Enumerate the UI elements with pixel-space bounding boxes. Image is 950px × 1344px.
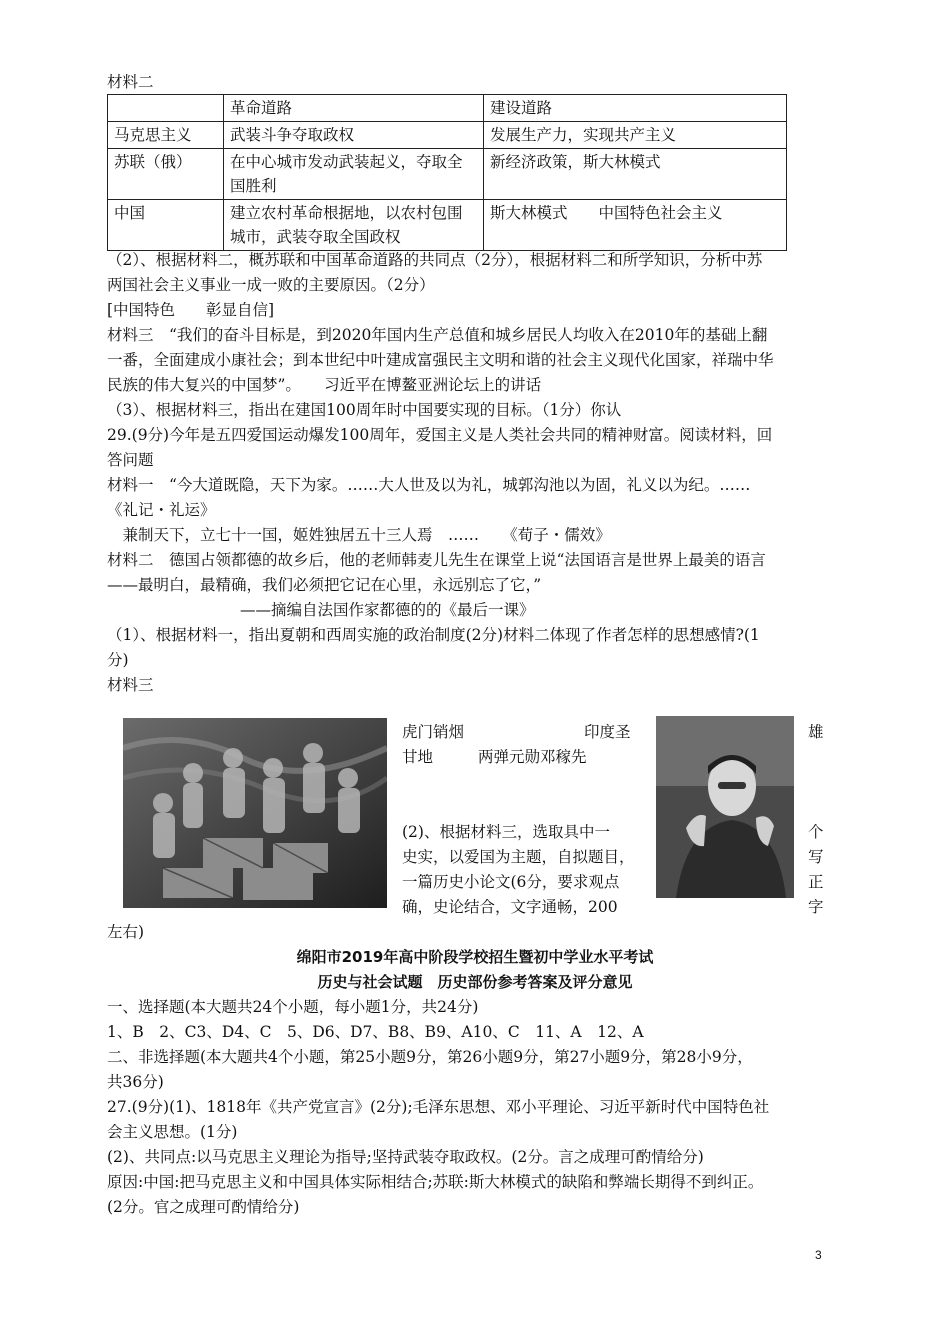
question-29-text: 答问题	[107, 451, 154, 469]
image-caption-text: 两弹元勋邓稼先	[478, 748, 587, 766]
material-2-text: ——最明白，最精确，我们必须把它记在心里，永远别忘了它，”	[107, 576, 542, 594]
answer-title: 绵阳市2019年高中阶段学校招生暨初中学业水平考试	[296, 948, 654, 966]
table-row	[108, 149, 787, 200]
answer-section-heading: 共36分)	[107, 1073, 164, 1091]
question-2-prompt: 字	[808, 898, 824, 916]
question-2-text: 两国社会主义事业一成一败的主要原因。（2分）	[107, 276, 435, 294]
table-cell: 斯大林模式 中国特色社会主义	[484, 200, 787, 251]
material-2-text: 材料二 德国占领都德的故乡后，他的老师韩麦儿先生在课堂上说“法国语言是世界上最美的语言	[107, 551, 766, 569]
material-3-text: 民族的伟大复兴的中国梦”。 习近平在博鳌亚洲论坛上的讲话	[107, 376, 542, 394]
answer-subtitle: 历史与社会试题 历史部份参考答案及评分意见	[317, 973, 633, 991]
comparison-table	[107, 94, 787, 251]
question-2-prompt: (2)、根据材料三，选取具中一	[402, 823, 610, 841]
material-1-text: 材料一 “今大道既隐，天下为家。……大人世及以为礼，城郭沟池以为固，礼义以为纪。……	[107, 476, 751, 494]
table-cell: 武装斗争夺取政权	[224, 122, 484, 149]
table-cell: 中国	[108, 200, 224, 251]
material-1-text: 兼制天下，立七十一国，姬姓独居五十三人焉 …… 《荀子・儒效》	[107, 526, 611, 544]
question-1-text: （1）、根据材料一，指出夏朝和西周实施的政治制度(2分)材料二体现了作者怎样的思想感情?(1	[107, 626, 760, 644]
answer-27-text: (2)、共同点:以马克思主义理论为指导;坚持武装夺取政权。(2分。言之成理可酌情给分)	[107, 1148, 704, 1166]
table-header-cell: 革命道路	[224, 95, 484, 122]
table-row	[108, 200, 787, 251]
question-2-prompt: 个	[808, 823, 824, 841]
table-header-row	[108, 95, 787, 122]
question-2-prompt: 一篇历史小论文(6分，要求观点	[402, 873, 620, 891]
question-2-prompt: 正	[808, 873, 824, 891]
question-29-text: 29.(9分)今年是五四爱国运动爆发100周年，爱国主义是人类社会共同的精神财富。阅读材料，回	[107, 426, 773, 444]
table-cell: 发展生产力，实现共产主义	[484, 122, 787, 149]
material-2-label: 材料二	[107, 73, 154, 91]
answer-27-text: (2分。官之成理可酌情给分)	[107, 1198, 300, 1216]
table-row	[108, 122, 787, 149]
material-1-text: 《礼记・礼运》	[107, 501, 216, 519]
question-3-text: （3）、根据材料三，指出在建国100周年时中国要实现的目标。（1分）你认	[107, 401, 622, 419]
table-cell: 新经济政策，斯大林模式	[484, 149, 787, 200]
page-number: 3	[815, 1248, 822, 1262]
deng-jiaxian-portrait	[656, 716, 794, 898]
image-caption-text: 甘地	[402, 748, 434, 766]
answer-section-heading: 一、选择题(本大题共24个小题，每小题1分，共24分)	[107, 998, 479, 1016]
table-cell: 建立农村革命根据地，以农村包围城市，武装夺取全国政权	[224, 200, 484, 251]
image-caption-text: 虎门销烟	[402, 723, 465, 741]
image-caption-text: 印度圣	[584, 723, 631, 741]
question-1-text: 分)	[107, 651, 129, 669]
answer-27-text: 27.(9分)(1)、1818年《共产党宣言》(2分);毛泽东思想、邓小平理论、习近平新时代中国特色社	[107, 1098, 770, 1116]
table-cell: 在中心城市发动武装起义，夺取全国胜利	[224, 149, 484, 200]
question-2-prompt: 史实，以爱国为主题，自拟题目，	[402, 848, 635, 866]
answer-section-heading: 二、非选择题(本大题共4个小题，第25小题9分，第26小题9分，第27小题9分，第28小9分，	[107, 1048, 753, 1066]
humen-relief-image	[123, 718, 387, 908]
material-3-text: 一番，全面建成小康社会；到本世纪中叶建成富强民主文明和谐的社会主义现代化国家，祥瑞中华	[107, 351, 774, 369]
table-header-cell: 建设道路	[484, 95, 787, 122]
table-header-cell	[108, 95, 224, 122]
table-cell: 苏联（俄）	[108, 149, 224, 200]
answer-choices: 1、B 2、C3、D4、C 5、D6、D7、B8、B9、A10、C 11、A 12、A	[107, 1023, 644, 1041]
material-2-source: ——摘编自法国作家都德的的《最后一课》	[240, 601, 535, 619]
question-2-prompt: 写	[808, 848, 824, 866]
question-2-text: （2）、根据材料二，概苏联和中国革命道路的共同点（2分），根据材料二和所学知识，分析中苏	[107, 251, 763, 269]
table-cell: 马克思主义	[108, 122, 224, 149]
answer-27-text: 原因:中国:把马克思主义和中国具体实际相结合;苏联:斯大林模式的缺陷和弊端长期得不到纠正。	[107, 1173, 764, 1191]
section-heading: [中国特色 彰显自信]	[107, 301, 275, 319]
material-3-text: 材料三 “我们的奋斗目标是，到2020年国内生产总值和城乡居民人均收入在2010年的基础上翻	[107, 326, 768, 344]
question-2-prompt: 确，史论结合，文字通畅，200	[402, 898, 618, 916]
material-3b-label: 材料三	[107, 676, 154, 694]
image-caption-text: 雄	[808, 723, 824, 741]
question-2-prompt: 左右)	[107, 923, 145, 941]
answer-27-text: 会主义思想。(1分)	[107, 1123, 238, 1141]
